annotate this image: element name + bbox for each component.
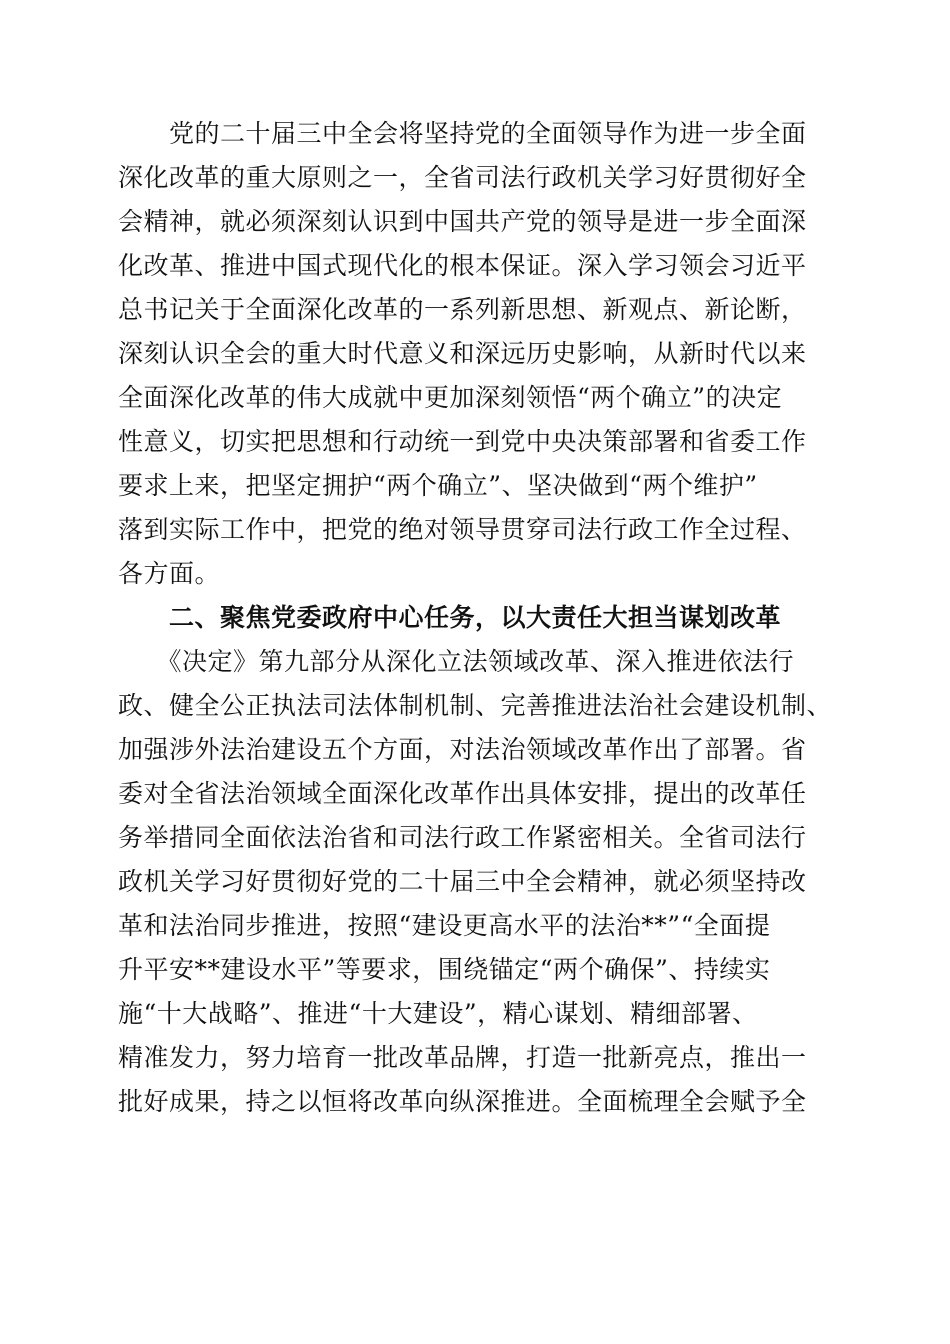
paragraph-2-line-8: 升平安**建设水平”等要求，围绕锚定“两个确保”、持续实 (118, 955, 771, 984)
paragraph-1-line-3: 会精神，就必须深刻认识到中国共产党的领导是进一步全面深 (118, 207, 807, 236)
paragraph-1-line-6: 深刻认识全会的重大时代意义和深远历史影响，从新时代以来 (118, 339, 807, 368)
paragraph-2-line-5: 务举措同全面依法治省和司法行政工作紧密相关。全省司法行 (118, 823, 807, 852)
paragraph-1-line-5: 总书记关于全面深化改革的一系列新思想、新观点、新论断， (118, 295, 807, 324)
paragraph-1-line-10: 落到实际工作中，把党的绝对领导贯穿司法行政工作全过程、 (118, 515, 807, 544)
paragraph-1-line-2: 深化改革的重大原则之一，全省司法行政机关学习好贯彻好全 (118, 163, 807, 192)
paragraph-2-line-4: 委对全省法治领域全面深化改革作出具体安排，提出的改革任 (118, 779, 807, 808)
paragraph-1-line-11: 各方面。 (118, 559, 221, 588)
paragraph-2-line-7: 革和法治同步推进，按照“建设更高水平的法治**”“全面提 (118, 911, 771, 940)
paragraph-2-line-3: 加强涉外法治建设五个方面，对法治领域改革作出了部署。省 (118, 735, 807, 764)
paragraph-2-line-9: 施“十大战略”、推进“十大建设”，精心谋划、精细部署、 (118, 999, 758, 1028)
paragraph-2-line-11: 批好成果，持之以恒将改革向纵深推进。全面梳理全会赋予全 (118, 1087, 807, 1116)
paragraph-2-line-10: 精准发力，努力培育一批改革品牌，打造一批新亮点，推出一 (118, 1043, 807, 1072)
paragraph-1-line-7: 全面深化改革的伟大成就中更加深刻领悟“两个确立”的决定 (118, 383, 783, 412)
paragraph-1-line-1: 党的二十届三中全会将坚持党的全面领导作为进一步全面 (118, 119, 807, 148)
paragraph-1-line-4: 化改革、推进中国式现代化的根本保证。深入学习领会习近平 (118, 251, 807, 280)
paragraph-1-line-9: 要求上来，把坚定拥护“两个确立”、坚决做到“两个维护” (118, 471, 758, 500)
paragraph-2-line-2: 政、健全公正执法司法体制机制、完善推进法治社会建设机制、 (118, 691, 833, 720)
paragraph-2-line-1: 《决定》第九部分从深化立法领域改革、深入推进依法行 (118, 647, 795, 676)
paragraph-1-line-8: 性意义，切实把思想和行动统一到党中央决策部署和省委工作 (118, 427, 807, 456)
paragraph-2-line-6: 政机关学习好贯彻好党的二十届三中全会精神，就必须坚持改 (118, 867, 807, 896)
section-2-heading: 二、聚焦党委政府中心任务，以大责任大担当谋划改革 (118, 603, 782, 632)
